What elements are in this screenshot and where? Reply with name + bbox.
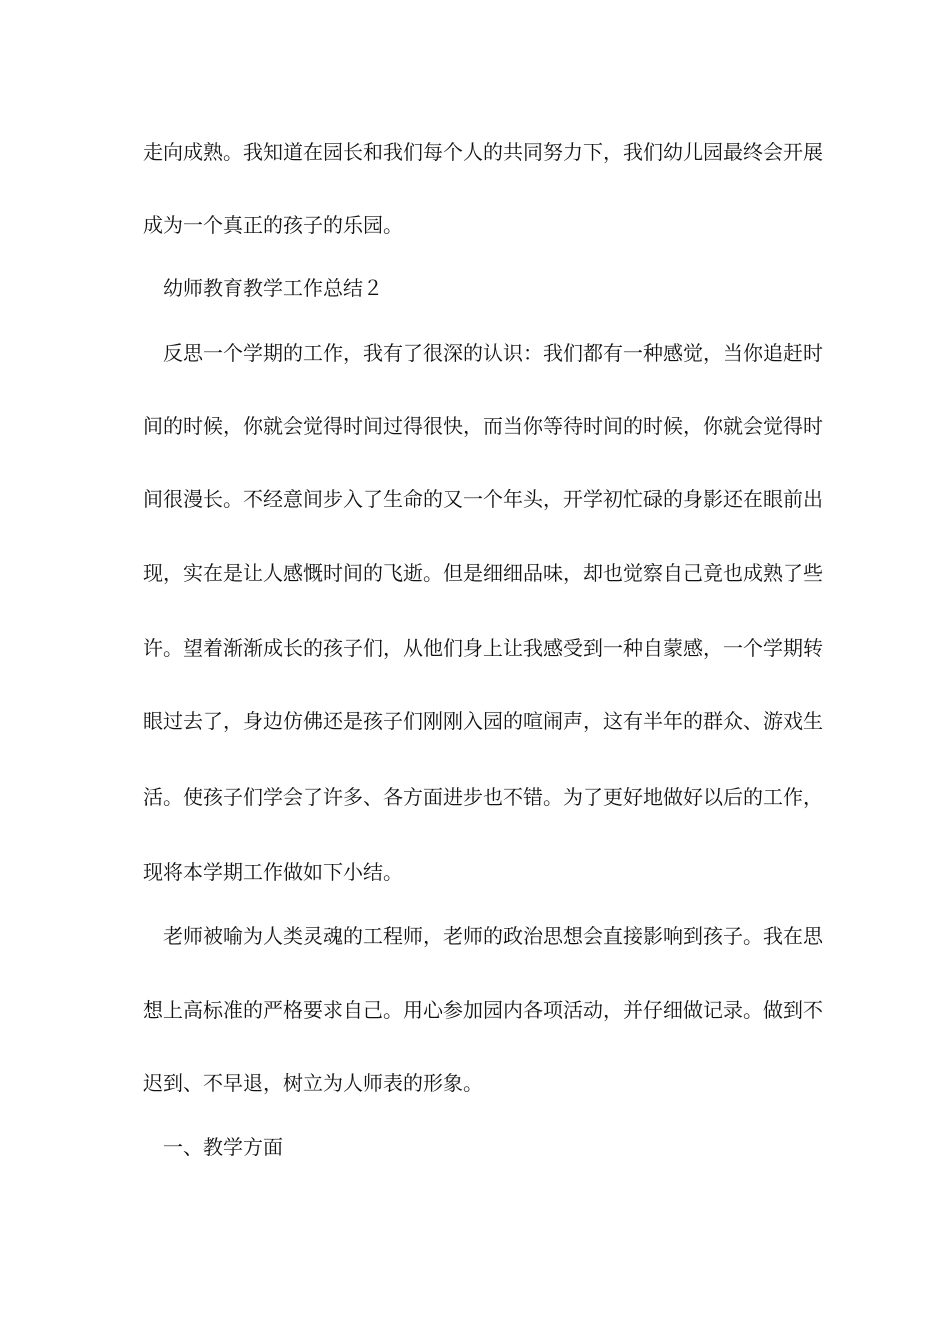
paragraph-line: 走向成熟。我知道在园长和我们每个人的共同努力下，我们幼儿园最终会开展 xyxy=(143,140,823,164)
paragraph-line: 现将本学期工作做如下小结。 xyxy=(143,860,403,884)
paragraph-line: 老师被喻为人类灵魂的工程师，老师的政治思想会直接影响到孩子。我在思 xyxy=(163,924,823,948)
section-heading: 一、教学方面 xyxy=(163,1135,283,1159)
paragraph-line: 间很漫长。不经意间步入了生命的又一个年头，开学初忙碌的身影还在眼前出 xyxy=(143,487,823,511)
paragraph-line: 反思一个学期的工作，我有了很深的认识：我们都有一种感觉，当你追赶时 xyxy=(163,341,823,365)
section-title: 幼师教育教学工作总结２ xyxy=(163,276,383,300)
paragraph-line: 眼过去了，身边仿佛还是孩子们刚刚入园的喧闹声，这有半年的群众、游戏生 xyxy=(143,709,823,733)
paragraph-line: 想上高标准的严格要求自己。用心参加园内各项活动，并仔细做记录。做到不 xyxy=(143,998,823,1022)
paragraph-line: 间的时候，你就会觉得时间过得很快，而当你等待时间的时候，你就会觉得时 xyxy=(143,414,823,438)
paragraph-line: 成为一个真正的孩子的乐园。 xyxy=(143,213,403,237)
paragraph-line: 现，实在是让人感慨时间的飞逝。但是细细品味，却也觉察自己竟也成熟了些 xyxy=(143,561,823,585)
paragraph-line: 许。望着渐渐成长的孩子们，从他们身上让我感受到一种自蒙感，一个学期转 xyxy=(143,636,823,660)
paragraph-line: 活。使孩子们学会了许多、各方面进步也不错。为了更好地做好以后的工作， xyxy=(143,785,823,809)
paragraph-line: 迟到、不早退，树立为人师表的形象。 xyxy=(143,1071,483,1095)
